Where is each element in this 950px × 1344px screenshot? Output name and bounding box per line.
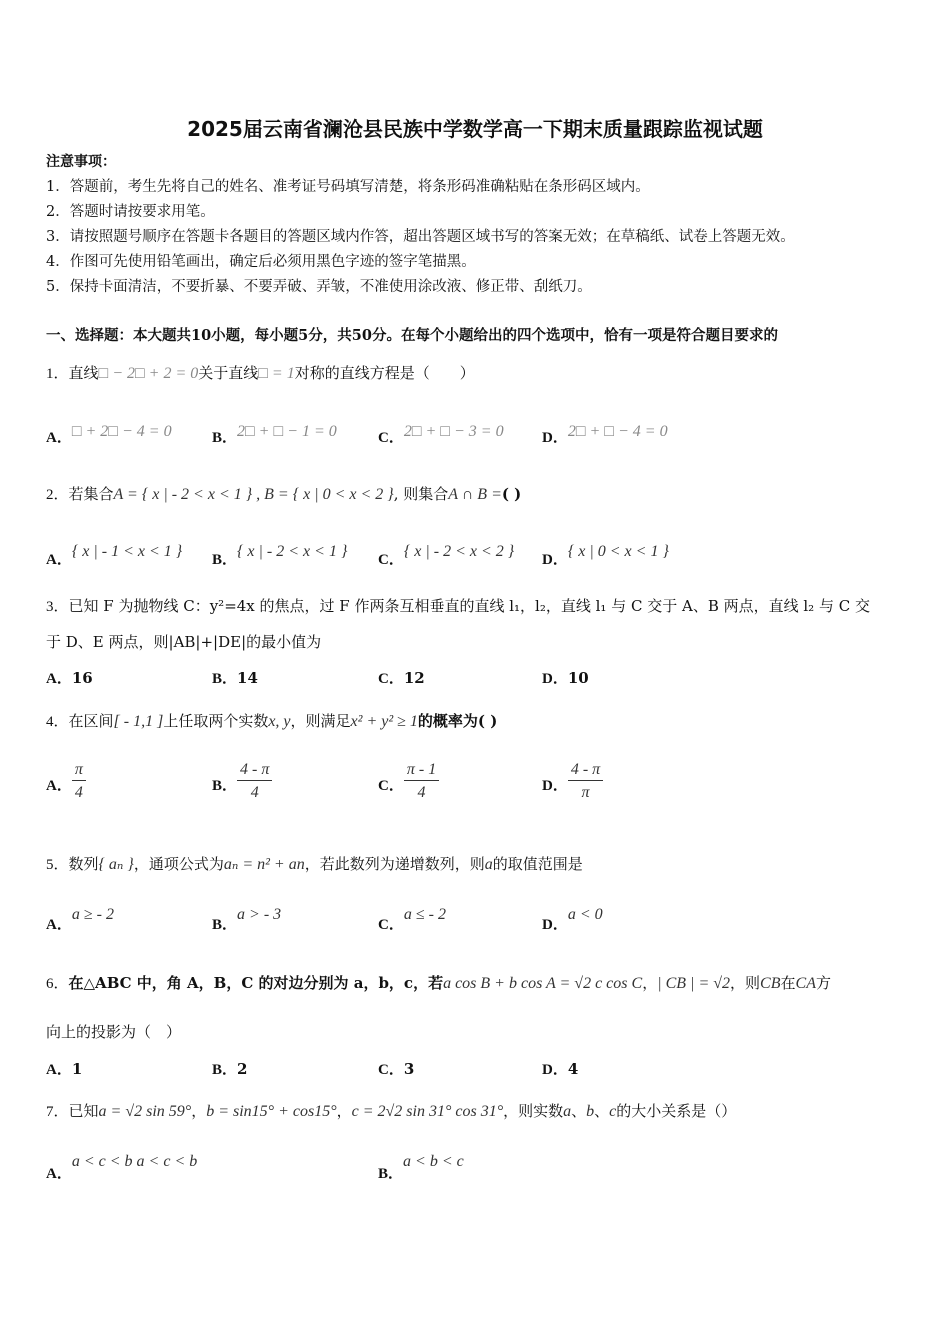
option-value: a ≥ - 2 — [71, 906, 114, 923]
option-d[interactable] — [542, 1058, 578, 1079]
question-number: 4． — [46, 714, 69, 730]
question-number: 3． — [46, 599, 69, 615]
notice-item-4: 4．作图可先使用铅笔画出，确定后必须用黑色字迹的签字笔描黑。 — [46, 254, 476, 270]
option-d[interactable] — [542, 760, 603, 803]
math-expression: c — [609, 1103, 617, 1120]
option-letter: C． — [378, 671, 404, 687]
option-value: a < 0 — [567, 906, 603, 923]
option-letter: B． — [212, 917, 238, 933]
option-c[interactable] — [378, 420, 504, 446]
question-number: 6． — [46, 976, 69, 992]
option-letter: A． — [46, 1062, 72, 1078]
option-c[interactable] — [378, 1058, 414, 1079]
fraction — [237, 760, 272, 803]
question-text: 数列 — [68, 855, 99, 873]
question-4 — [46, 711, 497, 732]
option-b[interactable] — [212, 667, 258, 688]
math-expression: [ - 1,1 ] — [113, 713, 164, 730]
option-letter: D． — [542, 430, 568, 446]
option-value: { x | - 2 < x < 1 } — [237, 543, 348, 560]
fraction-numerator: π - 1 — [404, 760, 439, 781]
option-value: { x | 0 < x < 1 } — [567, 543, 669, 560]
option-value: 10 — [567, 669, 589, 687]
option-c[interactable] — [378, 903, 446, 933]
option-letter: A． — [46, 430, 72, 446]
option-d[interactable] — [542, 903, 603, 933]
option-c[interactable] — [378, 667, 425, 688]
page-title: 2025届云南省澜沧县民族中学数学高一下期末质量跟踪监视试题 — [187, 117, 763, 141]
option-d[interactable] — [542, 420, 668, 446]
option-letter: B． — [212, 777, 238, 794]
question-text: ( ) — [501, 485, 522, 503]
option-value: 2□ + □ − 1 = 0 — [237, 423, 337, 440]
option-letter: D． — [542, 777, 568, 794]
fraction-denominator: 4 — [250, 784, 259, 801]
question-text: 已知 — [68, 1102, 99, 1120]
question-text: 、 — [594, 1102, 610, 1120]
math-expression: aₙ = n² + an — [223, 856, 305, 873]
option-b[interactable] — [212, 540, 348, 568]
option-value: { x | - 2 < x < 2 } — [403, 543, 515, 560]
math-expression: x² + y² ≥ 1 — [350, 713, 418, 730]
math-expression: a — [484, 856, 493, 873]
fraction-numerator: 4 - π — [237, 760, 272, 781]
option-letter: A． — [46, 552, 72, 568]
question-5 — [46, 854, 583, 875]
math-expression: { aₙ } — [98, 856, 134, 873]
question-number: 5． — [46, 857, 69, 873]
question-3 — [46, 596, 870, 617]
option-letter: C． — [378, 777, 404, 794]
option-value: 16 — [71, 669, 93, 687]
option-a[interactable] — [46, 760, 86, 803]
option-value: a < b < c — [403, 1153, 464, 1170]
question-text: ， — [642, 974, 658, 992]
question-text: ， — [191, 1102, 207, 1120]
fraction — [72, 760, 86, 803]
math-expression: CA — [795, 975, 816, 992]
question-3-line-2: 于 D、E 两点，则|AB|+|DE|的最小值为 — [46, 633, 322, 651]
fraction-numerator: 4 - π — [568, 760, 603, 781]
fraction-denominator: 4 — [74, 784, 83, 801]
math-expression: b — [586, 1103, 595, 1120]
option-value: a > - 3 — [237, 906, 282, 923]
question-text: ，则实数 — [503, 1102, 564, 1120]
option-letter: C． — [378, 552, 404, 568]
option-letter: A． — [46, 777, 72, 794]
option-b[interactable] — [212, 1058, 247, 1079]
question-text: 在△ABC 中，角 A，B，C 的对边分别为 a，b，c，若 — [68, 974, 444, 992]
option-letter: A． — [46, 1166, 72, 1182]
question-text: ，若此数列为递增数列，则 — [304, 855, 485, 873]
option-letter: C． — [378, 430, 404, 446]
option-value: a ≤ - 2 — [403, 906, 446, 923]
question-number: 7． — [46, 1104, 69, 1120]
option-value: 12 — [403, 669, 425, 687]
question-text: 方 — [815, 974, 831, 992]
fraction-numerator: π — [72, 760, 86, 781]
option-b[interactable] — [378, 1150, 464, 1182]
option-c[interactable] — [378, 760, 439, 803]
question-2 — [46, 484, 521, 505]
option-b[interactable] — [212, 420, 337, 446]
question-6 — [46, 973, 831, 994]
option-value: 2 — [237, 1060, 248, 1078]
fraction-denominator: 4 — [417, 784, 426, 801]
option-a[interactable] — [46, 667, 93, 688]
option-c[interactable] — [378, 540, 515, 568]
question-text: , 则集合 — [393, 485, 449, 503]
notice-item-2: 2．答题时请按要求用笔。 — [46, 204, 215, 220]
math-expression: x, y — [268, 713, 291, 730]
question-text: ， — [336, 1102, 352, 1120]
option-letter: C． — [378, 1062, 404, 1078]
question-number: 2． — [46, 487, 69, 503]
option-letter: D． — [542, 552, 568, 568]
option-d[interactable] — [542, 667, 589, 688]
option-value: 1 — [71, 1060, 83, 1078]
math-expression: a — [563, 1103, 572, 1120]
option-b[interactable] — [212, 903, 282, 933]
math-expression: □ − 2□ + 2 = 0 — [98, 365, 199, 382]
question-text: 在 — [780, 974, 796, 992]
question-text: ，通项公式为 — [133, 855, 224, 873]
option-value: □ + 2□ − 4 = 0 — [71, 423, 172, 440]
math-expression: b = sin15° + cos15° — [206, 1103, 337, 1120]
math-expression: CB — [760, 975, 781, 992]
option-a[interactable] — [46, 1058, 82, 1079]
option-d[interactable] — [542, 540, 669, 568]
section-heading: 一、选择题：本大题共10小题，每小题5分，共50分。在每个小题给出的四个选项中，恰有一项是符合题目要求的 — [46, 327, 778, 344]
question-text: 关于直线 — [198, 364, 259, 382]
question-text: 的概率为( ) — [417, 712, 498, 730]
option-letter: B． — [212, 430, 238, 446]
question-text: ，则 — [730, 974, 761, 992]
math-expression: | CB | = √2 — [657, 975, 731, 992]
math-expression: a = √2 sin 59° — [98, 1103, 192, 1120]
math-expression: □ = 1 — [258, 365, 295, 382]
option-letter: D． — [542, 671, 568, 687]
option-value: a < c < b a < c < b — [71, 1153, 198, 1170]
option-letter: D． — [542, 917, 568, 933]
option-value: 14 — [237, 669, 258, 687]
question-text: 直线 — [68, 364, 99, 382]
question-text: 的大小关系是（） — [616, 1102, 737, 1120]
option-letter: B． — [212, 671, 238, 687]
math-expression: A = { x | - 2 < x < 1 } , B = { x | 0 < x < 2 } — [113, 486, 394, 503]
question-number: 1． — [46, 366, 69, 382]
option-value: 2□ + □ − 4 = 0 — [567, 423, 668, 440]
question-text: 若集合 — [68, 485, 114, 503]
question-text: 上任取两个实数 — [163, 712, 269, 730]
fraction-denominator: π — [581, 784, 590, 801]
question-text: 、 — [571, 1102, 587, 1120]
option-a[interactable] — [46, 540, 183, 568]
question-text: 的取值范围是 — [492, 855, 583, 873]
option-letter: B． — [378, 1166, 404, 1182]
math-expression: a cos B + b cos A = √2 c cos C — [443, 975, 643, 992]
option-letter: B． — [212, 552, 238, 568]
option-a[interactable] — [46, 420, 172, 446]
question-text: 在区间 — [68, 712, 114, 730]
option-value: 4 — [567, 1060, 579, 1078]
option-letter: C． — [378, 917, 404, 933]
option-letter: B． — [212, 1062, 238, 1078]
question-text: 已知 F 为抛物线 C：y²=4x 的焦点，过 F 作两条互相垂直的直线 l₁，l₂，直线 l₁ 与 C 交于 A、B 两点，直线 l₂ 与 C 交 — [68, 597, 870, 615]
option-a[interactable] — [46, 903, 114, 933]
question-text: 对称的直线方程是（ ） — [294, 364, 475, 382]
fraction — [568, 760, 603, 803]
question-text: ，则满足 — [290, 712, 351, 730]
notice-item-1: 1．答题前，考生先将自己的姓名、准考证号码填写清楚，将条形码准确粘贴在条形码区域内。 — [46, 179, 650, 195]
question-7 — [46, 1101, 736, 1122]
option-letter: A． — [46, 671, 72, 687]
math-expression: c = 2√2 sin 31° cos 31° — [351, 1103, 504, 1120]
option-value: 3 — [403, 1060, 415, 1078]
math-expression: A ∩ B = — [448, 486, 502, 503]
question-6-line-2: 向上的投影为（ ） — [46, 1023, 182, 1041]
notice-item-5: 5．保持卡面清洁，不要折暴、不要弄破、弄皱，不准使用涂改液、修正带、刮纸刀。 — [46, 279, 592, 295]
option-a[interactable] — [46, 1150, 198, 1182]
option-value: { x | - 1 < x < 1 } — [71, 543, 183, 560]
notice-item-3: 3．请按照题号顺序在答题卡各题目的答题区域内作答，超出答题区域书写的答案无效；在草稿纸、试卷上答题无效。 — [46, 229, 795, 245]
option-value: 2□ + □ − 3 = 0 — [403, 423, 504, 440]
question-1 — [46, 363, 475, 384]
option-letter: D． — [542, 1062, 568, 1078]
notice-heading: 注意事项： — [46, 154, 116, 170]
option-b[interactable] — [212, 760, 272, 803]
fraction — [404, 760, 439, 803]
option-letter: A． — [46, 917, 72, 933]
